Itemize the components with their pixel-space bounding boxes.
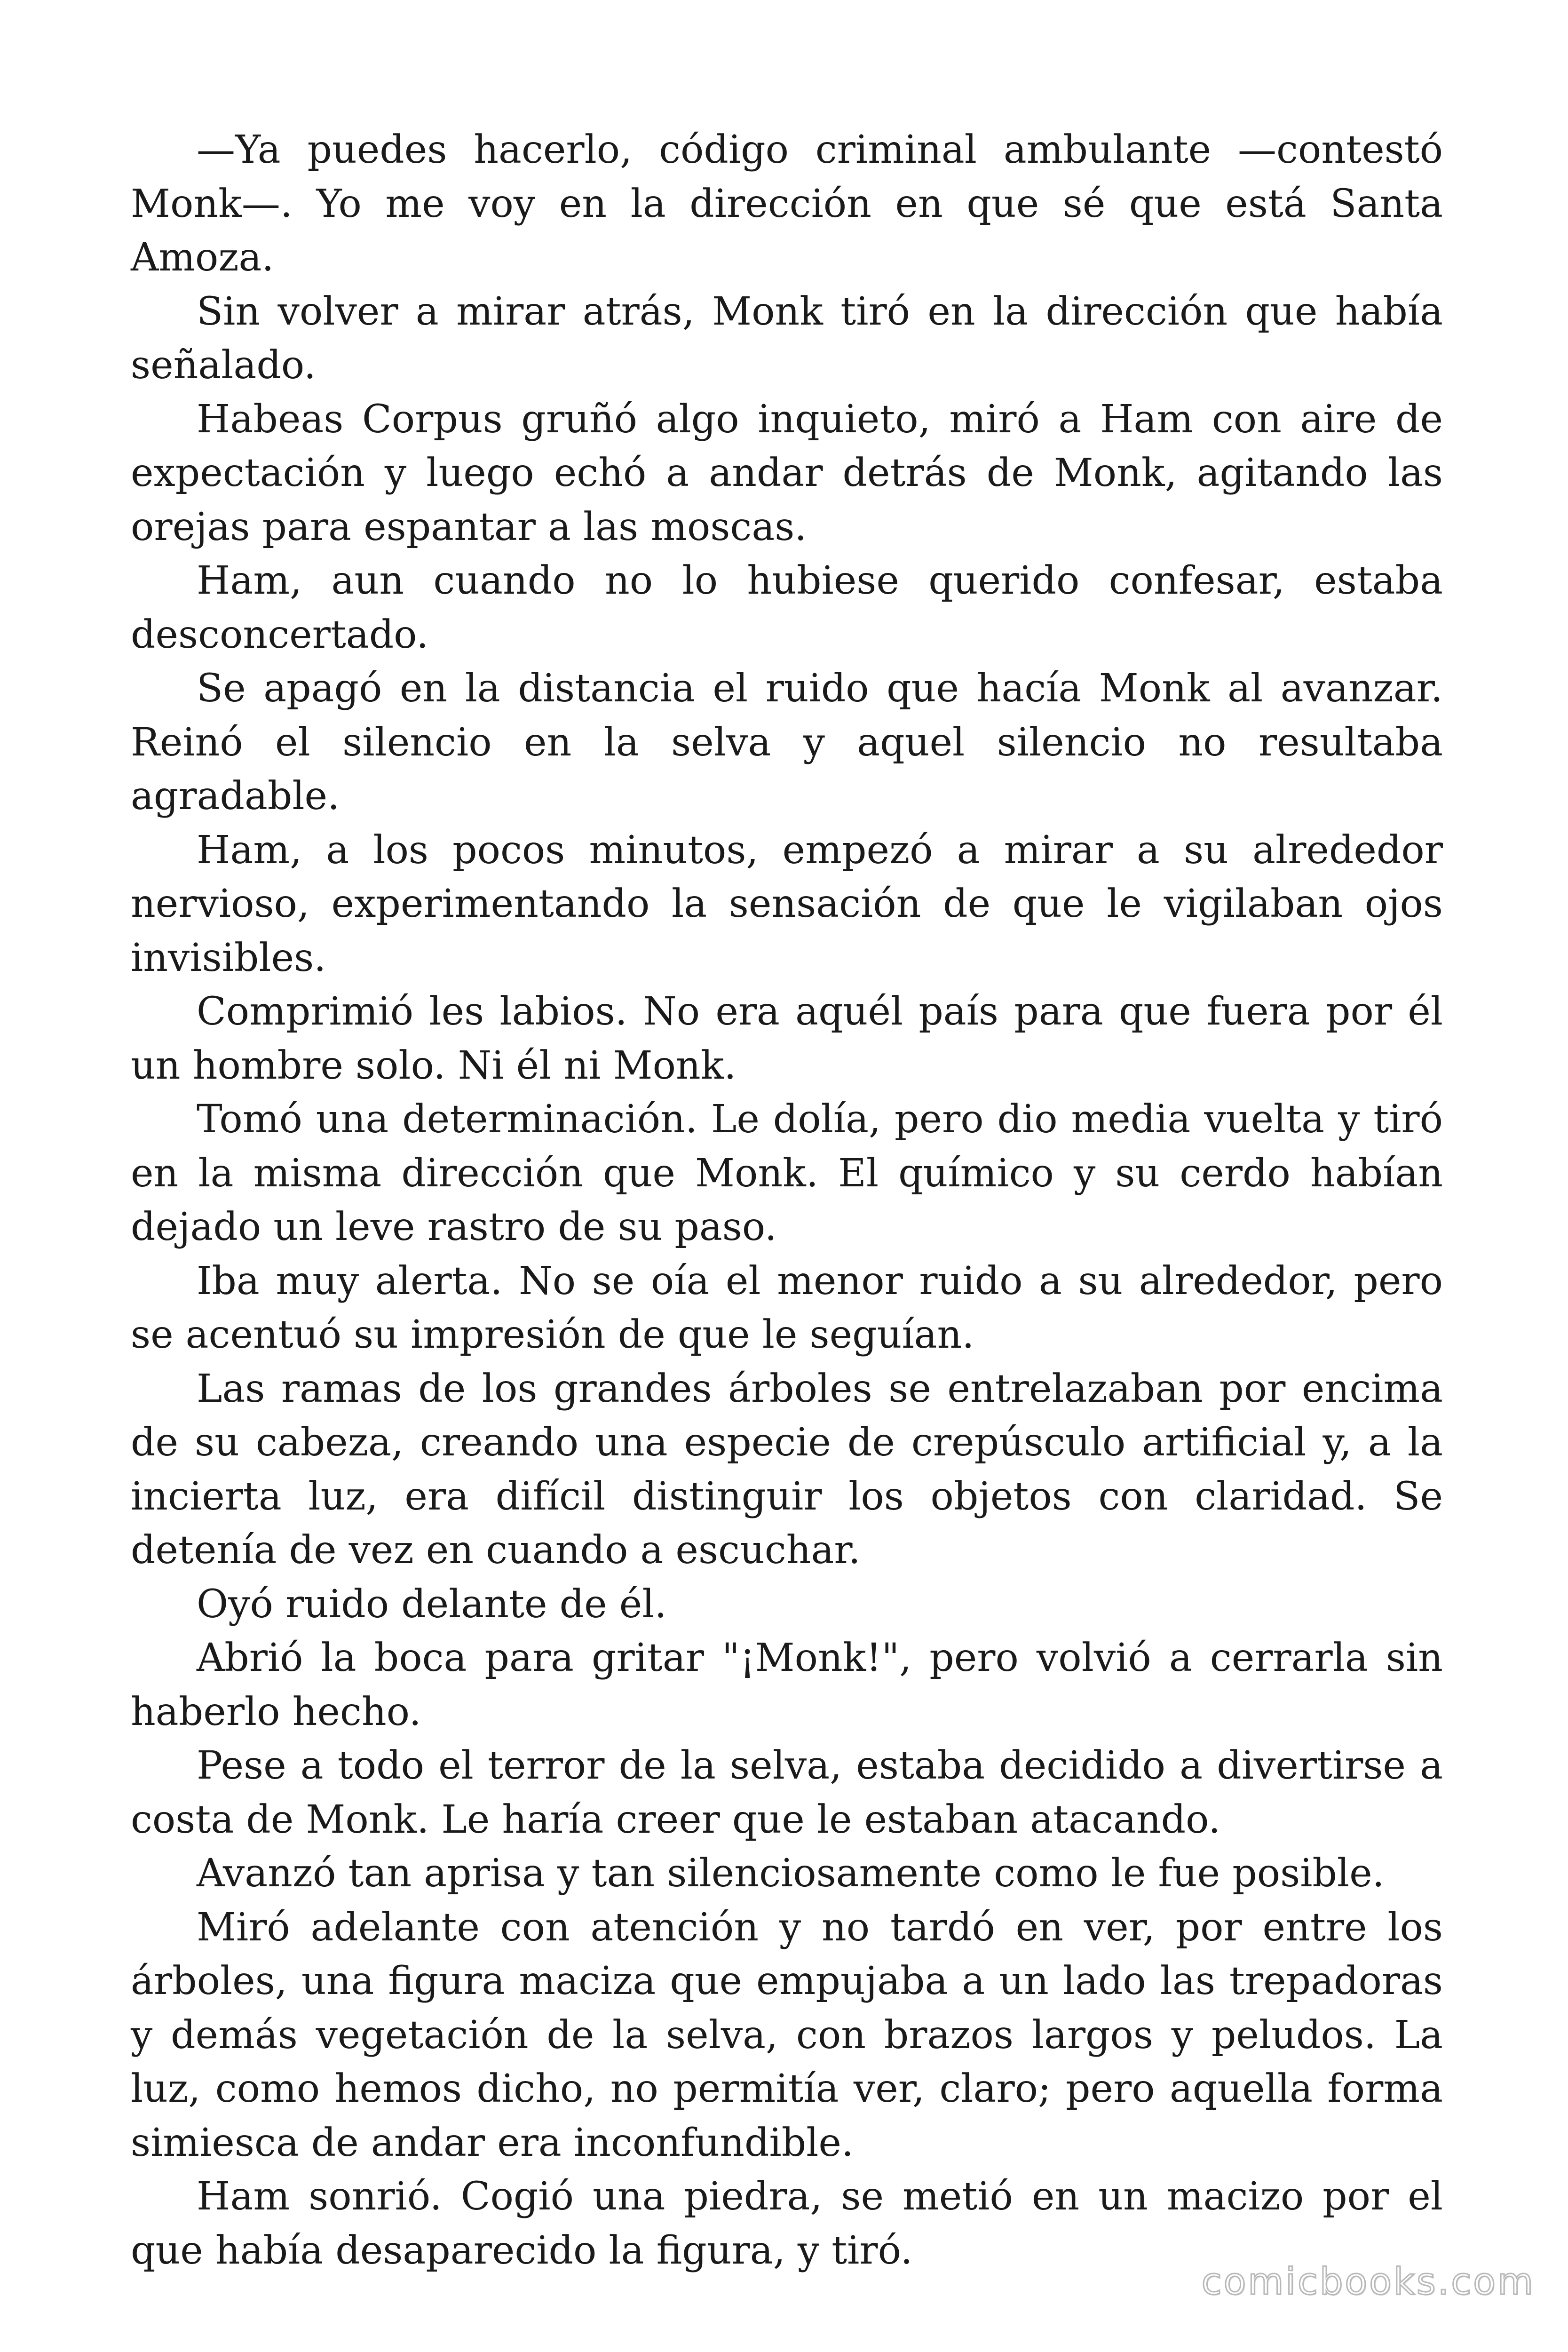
- page-text: [131, 123, 1443, 2278]
- paragraph: Ham sonrió. Cogió una piedra, se metió en un macizo por el que había desaparecido la figura, y tiró.: [131, 2174, 1443, 2273]
- paragraph: Comprimió les labios. No era aquél país para que fuera por él un hombre solo. Ni él ni Monk.: [131, 989, 1443, 1088]
- paragraph: Tomó una determinación. Le dolía, pero dio media vuelta y tiró en la misma dirección que Monk. El químico y su cerdo habían dejado un leve rastro de su paso.: [131, 1097, 1443, 1249]
- paragraph: —Ya puedes hacerlo, código criminal ambulante —contestó Monk—. Yo me voy en la dirección en que sé que está Santa Amoza.: [131, 127, 1443, 280]
- paragraph: Oyó ruido delante de él.: [197, 1581, 667, 1627]
- paragraph: Iba muy alerta. No se oía el menor ruido a su alrededor, pero se acentuó su impresión de que le seguían.: [131, 1258, 1443, 1357]
- paragraph: Ham, a los pocos minutos, empezó a mirar a su alrededor nervioso, experimentando la sensación de que le vigilaban ojos invisibles.: [131, 827, 1443, 980]
- paragraph: Habeas Corpus gruñó algo inquieto, miró a Ham con aire de expectación y luego echó a andar detrás de Monk, agitando las orejas para espantar a las moscas.: [131, 397, 1443, 549]
- paragraph: Avanzó tan aprisa y tan silenciosamente como le fue posible.: [197, 1851, 1385, 1896]
- paragraph: Sin volver a mirar atrás, Monk tiró en la dirección que había señalado.: [131, 289, 1443, 388]
- paragraph: Miró adelante con atención y no tardó en ver, por entre los árboles, una figura maciza que empujaba a un lado las trepadoras y demás vegetación de la selva, con brazos largos y peludos. La luz, como hemos dicho, no permitía ver, claro; pero aquella forma simiesca de andar era inconfundible.: [131, 1905, 1443, 2165]
- paragraph: Abrió la boca para gritar "¡Monk!", pero volvió a cerrarla sin haberlo hecho.: [131, 1636, 1443, 1734]
- paragraph: Se apagó en la distancia el ruido que hacía Monk al avanzar. Reinó el silencio en la selva y aquel silencio no resultaba agradable.: [131, 666, 1443, 818]
- paragraph: Pese a todo el terror de la selva, estaba decidido a divertirse a costa de Monk. Le haría creer que le estaban atacando.: [131, 1743, 1443, 1842]
- watermark: comicbooks.com: [1201, 2261, 1535, 2303]
- paragraph: Ham, aun cuando no lo hubiese querido confesar, estaba desconcertado.: [131, 558, 1443, 657]
- paragraph: Las ramas de los grandes árboles se entrelazaban por encima de su cabeza, creando una especie de crepúsculo artificial y, a la incierta luz, era difícil distinguir los objetos con claridad. Se detenía de vez en cuando a escuchar.: [131, 1366, 1443, 1573]
